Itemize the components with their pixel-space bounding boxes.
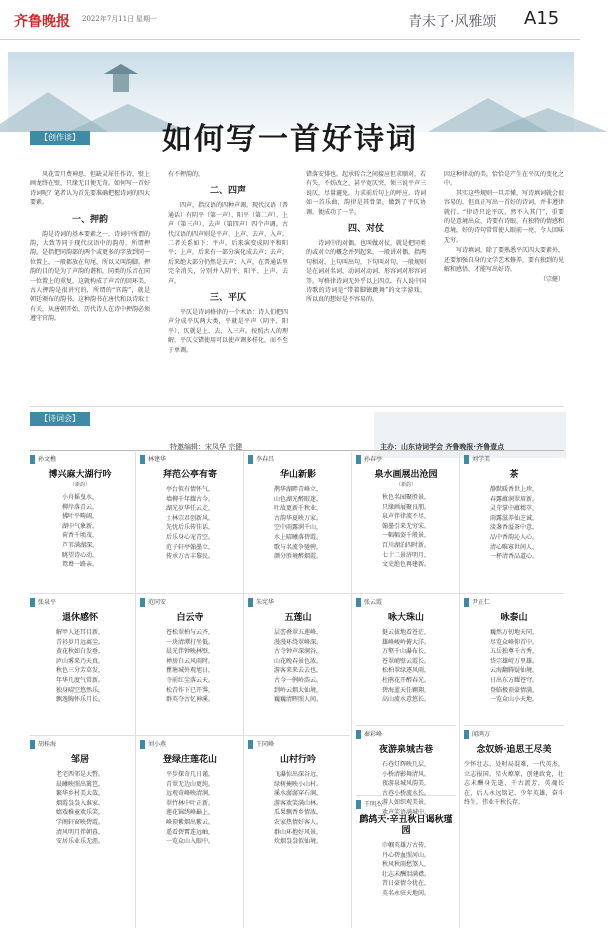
poem-line: 平步探奇几日谨， — [165, 771, 214, 778]
poem-line: 丹心碧血照河山。 — [381, 851, 430, 859]
poem-card — [464, 730, 564, 928]
poem-card — [464, 598, 564, 722]
page-header — [0, 0, 580, 40]
row-divider — [464, 725, 564, 726]
column-divider — [135, 452, 136, 928]
poem-line: 石巷灯辉映几层， — [381, 761, 430, 768]
poem-line: 翰墨引来无穷宋。 — [381, 522, 430, 530]
column-divider — [243, 452, 244, 928]
poem-line: 墙柳千年耀古今。 — [165, 495, 214, 503]
poem-line: 湖光岁华任云走， — [165, 505, 214, 513]
row-divider — [356, 725, 456, 726]
poem-card — [248, 455, 348, 590]
poem-line: 后乐身心宠青空。 — [165, 533, 214, 541]
poem-subtitle: （新韵） — [395, 482, 416, 488]
poem-author: 张泉平 — [30, 598, 130, 607]
poem-line: 泉声伴律流不尽， — [381, 513, 430, 521]
poem-line: 尽览众峰仰首中。 — [489, 638, 538, 646]
poem-card — [356, 455, 456, 590]
poem-author: 秦彩峰 — [356, 730, 456, 739]
poem-line: 瞿塘城外观旭日， — [165, 667, 214, 675]
row-divider — [30, 593, 564, 594]
poem-line: 飞瀑惊出深谷远， — [273, 771, 322, 778]
poem-line: 到岭云烟大仙境， — [273, 686, 322, 694]
poem-line: 秋色三分芳草发， — [55, 667, 104, 675]
poem-card — [30, 598, 130, 732]
poem-line: 雄峰峻岭俯大洋。 — [381, 638, 430, 646]
poem-lines — [248, 485, 348, 562]
poem-line: 士林宗君创新风。 — [165, 514, 214, 522]
poem-line: 巍巍清晖照人间。 — [273, 696, 322, 704]
poem-line: 一杯清香品道心。 — [489, 553, 538, 561]
host-organizers: 主办：山东诗词学会 齐鲁晚报·齐鲁壹点 — [380, 443, 505, 451]
poem-line: 水上晴曦落碧霞。 — [273, 533, 322, 541]
poem-line: 农家热情好客人。 — [273, 818, 322, 826]
poem-line: 传承万古丰黎民。 — [165, 553, 214, 561]
poem-title: 华山新影 — [279, 470, 316, 480]
column-divider — [351, 452, 352, 928]
poem-line: 古韵华夏映万家。 — [273, 514, 322, 522]
poem-author: 张云霞 — [356, 598, 456, 607]
poem-lines — [30, 628, 130, 705]
poem-title: 博兴麻大湖行吟 — [48, 470, 112, 480]
poem-lines — [248, 628, 348, 705]
poem-line: 一幅幅姿千般景， — [381, 532, 430, 540]
poem-line: 颜分胜境醉烟霞。 — [273, 553, 322, 561]
article-author: （宗健） — [539, 276, 564, 284]
poem-line: 群英夺古忆神溪。 — [165, 696, 214, 704]
article-column-1 — [30, 170, 150, 400]
poem-line: 吐故更新千秋业， — [273, 505, 322, 513]
column-tag-poetry: 【诗词会】 — [30, 412, 90, 426]
mountain-shape — [488, 108, 608, 132]
article-headline: 如何写一首好诗词 — [162, 122, 418, 157]
poem-line: 翠竹林中叶正新。 — [165, 799, 214, 807]
poem-line: 古巷小桥流水长。 — [381, 789, 430, 797]
poem-lines — [464, 628, 564, 705]
poem-lines — [464, 485, 564, 562]
poem-line: 寺前红尘落云天。 — [165, 676, 214, 684]
poem-line: 挺云拔地看苍茫， — [381, 629, 430, 636]
poem-author: 胡桂海 — [30, 740, 130, 749]
poem-line: 漫漫环绕翠峰深。 — [273, 638, 322, 646]
poem-line: 苍松翠柏与云齐， — [165, 629, 214, 636]
poem-line: 青翠无边山更纯。 — [165, 780, 214, 788]
poem-title: 五莲山 — [284, 613, 312, 623]
poem-line: 炊烟袅袅似仙境。 — [273, 838, 322, 846]
poem-line: 荷香千顷茂， — [61, 532, 98, 540]
poem-line: 溪水潺潺穿石涧， — [273, 790, 322, 798]
poem-line: 范子轩亭翰墨立， — [165, 543, 214, 551]
poem-line: 鸳鸯一路亲。 — [61, 561, 98, 569]
poem-line: 云海翻腾疑仙境， — [489, 667, 538, 675]
poem-line: 烟霞袅袅入谁家。 — [55, 799, 104, 807]
poem-line: 万壑千山瀑布长， — [381, 648, 430, 656]
poem-line: 柳岸落青云。 — [61, 503, 98, 511]
poem-line: 苍翠峭壁云霞长。 — [381, 657, 430, 665]
newspaper-name: 齐鲁晚报 — [14, 14, 70, 30]
poem-author: 王同峰 — [248, 740, 348, 749]
poem-author: 范同安 — [140, 598, 240, 607]
poem-line: 小桥清影舞清风。 — [381, 770, 430, 778]
poem-line: 松青作下已开霁， — [165, 686, 214, 694]
article-paragraph: 诗词中的对偶，也叫做对仗，就是把同类的或对立的概念并列起来，一般讲对偶，指两句相对，上句叫出句，下句叫对句。一般规则是在词对名词，动词对动词，形容词对形容词等。写格律诗词无外乎以上四点，有人说中国诗歌的诗词是“带着脚镣跳舞”的文字游戏，所以真的想好是不容易的。 — [306, 240, 427, 304]
poem-line: 层峦叠翠五莲峰， — [273, 629, 322, 636]
poem-line: 七十二景济明月， — [381, 551, 430, 559]
poem-line: 峰顶紫烟出紫云。 — [165, 818, 214, 826]
poem-line: 鹊华湖畔青峰立， — [273, 486, 322, 493]
poem-line: 解甲人还耳目新， — [55, 629, 104, 636]
poem-line: 黄花秋如白发垂， — [55, 648, 104, 656]
poem-lines — [356, 628, 456, 705]
poem-line: 日出东方耀苍穹。 — [489, 676, 538, 684]
poem-line: 静默暖香世上珍， — [489, 486, 538, 493]
poem-line: 绿树掩映小山村。 — [273, 780, 322, 788]
poem-author: 朱宪华 — [248, 598, 348, 607]
poem-line: 芦苇满湖深。 — [61, 541, 98, 549]
poem-line: 小舟摇曳水， — [61, 494, 98, 501]
poem-author: 孙文樵 — [30, 455, 130, 464]
poem-line: 欢声笑语满城中。 — [381, 808, 430, 816]
poem-title: 念奴娇·追思王尽美 — [476, 745, 552, 755]
poem-title: 夜游泉城古巷 — [378, 745, 433, 755]
poem-title: 邹居 — [70, 755, 89, 765]
poem-line: 先忧后乐传佳话， — [165, 524, 214, 532]
poem-line: 湖中气象新。 — [61, 522, 98, 530]
poem-line: 繁华乡村美大哉， — [55, 790, 104, 798]
poem-line: 雨露滋养仙芝诚。 — [489, 514, 538, 522]
poem-card — [356, 598, 456, 722]
article-paragraph: 其实这些规则一旦弄懂，写诗填词就会很容易的，但真正写出一首好的诗词，并非遵律就行。“律诗只论平仄，然不入其门”，重要的是意境出众，诗要有诗眼，有独特的情感和意境，好的诗句常常使人眼前一亮，令人回味无穷。 — [444, 189, 565, 244]
article-paragraph: 因这种律动的美，恰恰是产生在平仄的变化之中。 — [444, 171, 565, 188]
poem-line: 松柏翠绿逐风雨， — [381, 667, 430, 675]
poem-lines — [30, 493, 130, 570]
poem-card — [248, 598, 348, 732]
subheading-parallelism: 四、对仗 — [347, 224, 384, 235]
article-paragraph: 平仄是诗词格律的一个术语：诗人们把四声分成平仄两大类，平就是平声（阴平、阳平），仄就是上、去、入三声。按照古人的理解，平仄交错使用可以使声调多样化，而不至于单调。 — [168, 309, 289, 354]
poem-line: 拂叶平畴阔， — [61, 513, 98, 521]
poem-card — [30, 455, 130, 590]
poem-line: 清心唯寡世间人， — [489, 543, 538, 551]
poem-card — [140, 598, 240, 732]
poem-card — [140, 455, 240, 590]
issue-date: 2022年7月11日 — [82, 15, 135, 23]
guest-editors: 特邀编辑：宋凤华 宗健 — [170, 443, 243, 451]
poem-title: 泉水画展出沧园 — [374, 470, 438, 480]
issue-weekday: 星期一 — [136, 15, 157, 23]
poem-line: 独身晴空悠然乐， — [55, 686, 104, 694]
poem-line: 五岳独尊千古秀， — [489, 648, 538, 656]
article-column-4 — [444, 170, 564, 400]
poem-line: 山色湖光醉眼迷。 — [273, 495, 322, 503]
poem-line: 青衫岁月远离尘。 — [55, 638, 104, 646]
poem-title: 山村行吟 — [279, 755, 316, 765]
article-column-2 — [168, 170, 288, 400]
poem-line: 昔日豪情今犹在， — [381, 880, 430, 888]
poem-line: 游客欢笑满山林。 — [273, 799, 322, 807]
poem-line: 瓜果飘香乡情浓， — [273, 809, 322, 817]
poem-author: 刘小燕 — [140, 740, 240, 749]
poem-title: 咏大珠山 — [387, 613, 424, 623]
poem-line: 碧海蓝天任翱翔， — [381, 686, 430, 694]
poem-author: 王明杰 — [356, 800, 456, 809]
poem-line: 晨曦映照出篱笆。 — [55, 780, 104, 788]
poem-line: 岱宗雄峙万里雄。 — [489, 657, 538, 665]
poem-line: 远观奇峰映清涧， — [165, 790, 214, 798]
poem-line: 嬉戏稚童欢乐笑， — [55, 809, 104, 817]
poem-line: 英名永驻天地间。 — [381, 889, 430, 897]
section-name: 青未了·风雅颂 — [408, 14, 497, 30]
poem-line: 遥看碧霄连远岫， — [165, 828, 214, 836]
poem-line: 晨光伴钟映林壁， — [165, 648, 214, 656]
poem-line: 只缘画展聚良朋。 — [381, 503, 430, 511]
poem-line: 群山环抱好风景， — [273, 828, 322, 836]
subheading-four-tones: 二、四声 — [209, 186, 246, 197]
poem-lines — [140, 770, 240, 847]
poem-line: 空中雨露润千山， — [273, 524, 322, 532]
poem-line: 年华几度气常新。 — [55, 676, 104, 684]
poem-line: 亭台似有情怀气， — [165, 486, 214, 493]
poem-line: 禅房白云风雨时。 — [165, 657, 214, 665]
poem-line: 百川湖泊四时新。 — [381, 541, 430, 549]
poem-line: 春露蕴润翠眉新。 — [489, 495, 538, 503]
page-number: A15 — [524, 8, 560, 29]
poem-lines — [30, 770, 130, 847]
poem-line: 一块清潭打坐低。 — [165, 638, 214, 646]
poem-line: 莲花锦绣峰巅上， — [165, 809, 214, 817]
poem-author: 尹正仁 — [464, 598, 564, 607]
poem-title: 鹧鸪天·辛丑秋日谒秋瑾园 — [359, 815, 453, 836]
poem-line: 夜游泉城风韵美， — [381, 780, 430, 788]
poem-line: 杜鹃花开醉春光。 — [381, 676, 430, 684]
poem-line: 庐山雾来乃天真。 — [55, 657, 104, 665]
poem-lines — [248, 770, 348, 847]
poem-line: 巾帼英雄万古传， — [381, 842, 430, 849]
poetry-rule — [30, 450, 564, 451]
poem-line: 学阁轩窗映碧霞。 — [55, 818, 104, 826]
poem-author: 孙春亭 — [356, 455, 456, 464]
poem-line: 山花晚春景色浓。 — [273, 657, 322, 665]
poem-line: 秋色名园聚胜景， — [381, 494, 430, 501]
poem-title: 登绿庄莲花山 — [162, 755, 217, 765]
poem-lines — [140, 485, 240, 562]
subheading-tonal-pattern: 三、平仄 — [209, 293, 246, 304]
poem-card — [30, 740, 130, 928]
article-body — [30, 170, 564, 400]
poem-line: 灵芽掌中蕴精萃， — [489, 505, 538, 513]
section-divider — [30, 406, 564, 407]
poem-line: 古今一例岭浩云。 — [273, 676, 322, 684]
column-divider — [459, 452, 460, 928]
article-paragraph: 四声，指汉语的四种声调。现代汉语（普通话）有阴平（第一声）、阳平（第二声）、上声（第三声）、去声（第四声）四个声调。古代汉语的四声则是平声、上声、去声、入声。二者关系如下：平声，后来演变成阴平和阳平；上声，后来有一部分演化成去声；去声，后来绝大部分仍然是去声；入声，在普通话里完全消失，分别并入阴平、阳平、上声、去声。 — [168, 202, 289, 285]
poem-subtitle: （新韵） — [69, 482, 90, 488]
pavilion-icon — [104, 64, 138, 94]
poem-line: 老宅西邻是大瞥， — [55, 771, 104, 778]
poem-author: 闻鸿万 — [464, 730, 564, 739]
poem-line: 古寺钟声深涧谷， — [273, 648, 322, 656]
poem-line: 游客来来去去也， — [273, 667, 322, 675]
poem-title: 咏泰山 — [500, 613, 528, 623]
poem-line: 淡盏香溢茶中意， — [489, 524, 538, 532]
article-paragraph: 写诗填词，除了要熟悉平仄四大要素外，还要加强自身的文学艺术修养，要有独到的见解和感悟，才能写出好诗。 — [444, 247, 565, 274]
poem-title: 茶 — [509, 470, 519, 480]
poem-card — [140, 740, 240, 928]
column-tag-creation: 【创作谈】 — [30, 131, 90, 145]
poem-lines — [140, 628, 240, 705]
poem-line: 一览众山小天地。 — [489, 696, 538, 704]
article-paragraph: 韵是诗词的基本要素之一，诗词中所谓的韵，大致等同于现代汉语中的韵母，所谓押韵，是指把同韵部的两个或更多的字放到同一位置上，一般都放在句尾，所以又叫韵脚。押韵的目的是为了声韵的谐和，同类的乐音在同一位置上的重复，这就构成了声音的回环美，古人押韵是很讲究的，所谓的“官韵”，就是朝廷颁布的韵书，这种韵书在唐代和以诗取士有关，从唐朝开始，历代诗人在诗中押韵必须遵守官韵。 — [30, 230, 151, 323]
poem-line: 品中香韵沁人心。 — [489, 533, 538, 541]
poem-line: 壮志未酬泪满襟。 — [381, 870, 430, 878]
poem-line: 游人如织观美景， — [381, 799, 430, 807]
article-column-3 — [306, 170, 426, 400]
poem-line: 清风明月伴朝暮， — [55, 828, 104, 836]
poem-text: 少怀壮志，处时局混难，一代英杰，立志报国，星火燎原，创建政党，壮志未酬身先逝，千古流芳，英魂长在，后人永远铭记，少年英雄，奋斗终生，伟业千秋长存。 — [464, 761, 564, 807]
article-paragraph: 错落安排也。起承转合之间接应但求顺对，若有失，不妨改之，甚平宽仄突，须三说平声三说仄，尽量避免，力求前后句上的呼应。诗词如一首乐曲，韵律是其骨架，做到了平仄协调，便成功了一半。 — [306, 171, 427, 216]
poem-line: 巍然万仞地天同， — [489, 629, 538, 636]
poem-line: 一览众山入眼中。 — [165, 838, 214, 846]
poem-title: 退休感怀 — [61, 613, 98, 623]
poem-author: 李春昌 — [248, 455, 348, 464]
row-divider — [30, 735, 350, 736]
poem-line: 眺望诗心动， — [61, 551, 98, 559]
subheading-rhyme: 一、押韵 — [71, 214, 108, 225]
poem-author: 林建华 — [140, 455, 240, 464]
poem-line: 歌与名流争驰骋， — [273, 543, 322, 551]
poem-lines — [356, 493, 456, 570]
poem-line: 飘逸胸怀乐月长。 — [55, 696, 104, 704]
poem-line: 高山流水意悠长。 — [381, 696, 430, 704]
poem-card — [356, 800, 456, 928]
poem-author: 刘学美 — [464, 455, 564, 464]
poem-title: 白云寺 — [176, 613, 204, 623]
article-intro: 风花雪月费神思，但缺灵犀任作诗，壁上画龙终在壁，只缘无目便无奇。如何写一首好诗词呢？笔者认为首先要准确把握诗词的四大要素。 — [30, 171, 151, 207]
poem-line: 安居乐业乐无涯。 — [55, 838, 104, 846]
poem-line: 登临极顶豪情满， — [489, 686, 538, 694]
poem-line: 秋风秋雨愁煞人， — [381, 861, 430, 869]
poem-title: 拜范公亭有寄 — [162, 470, 217, 480]
poem-line: 文史绝色再建新。 — [381, 561, 430, 569]
poem-card — [248, 740, 348, 928]
poem-lines — [356, 841, 456, 899]
poem-card — [464, 455, 564, 590]
article-paragraph: 有不押韵的。 — [168, 171, 205, 178]
